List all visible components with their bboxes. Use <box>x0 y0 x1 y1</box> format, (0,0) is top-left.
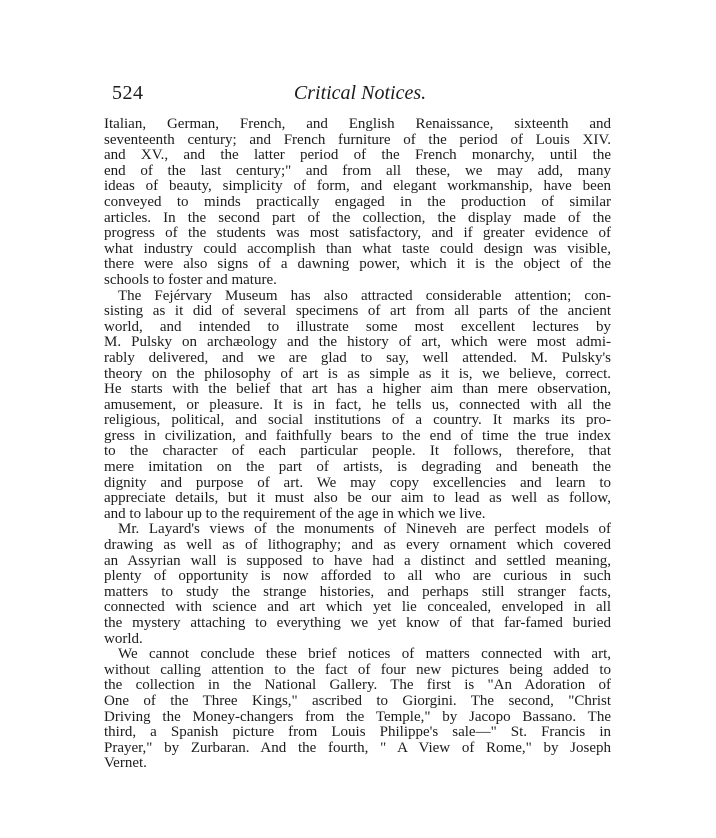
page-number: 524 <box>112 82 144 104</box>
text-line: there were also signs of a dawning power, which it is the object of the <box>104 256 611 273</box>
text-line: to the character of each particular people. It follows, therefore, that <box>104 443 611 460</box>
text-line: The Fejérvary Museum has also attracted considerable attention; con- <box>118 287 611 304</box>
text-line: conveyed to minds practically engaged in the production of similar <box>104 193 611 210</box>
body-text <box>104 117 611 772</box>
text-line: mere imitation on the part of artists, is degrading and beneath the <box>104 459 611 476</box>
text-line: an Assyrian wall is supposed to have had a distinct and settled meaning, <box>104 552 611 569</box>
page-header <box>112 78 608 108</box>
text-line: seventeenth century; and French furniture of the period of Louis XIV. <box>104 131 611 148</box>
text-line: the collection in the National Gallery. The first is "An Adoration of <box>104 677 611 694</box>
text-line: ideas of beauty, simplicity of form, and elegant workmanship, have been <box>104 178 611 195</box>
text-line: without calling attention to the fact of four new pictures being added to <box>104 661 611 678</box>
text-line: dignity and purpose of art. We may copy excellencies and learn to <box>104 474 611 491</box>
text-line: He starts with the belief that art has a higher aim than mere observation, <box>104 381 611 398</box>
text-line: what industry could accomplish than what taste could design was visible, <box>104 240 611 257</box>
text-line: and XV., and the latter period of the French monarchy, until the <box>104 147 611 164</box>
text-line: Driving the Money-changers from the Temple," by Jacopo Bassano. The <box>104 708 611 725</box>
text-line: gress in civilization, and faithfully bears to the end of time the true index <box>104 427 611 444</box>
text-line: appreciate details, but it must also be our aim to lead as well as follow, <box>104 490 611 507</box>
text-line: progress of the students was most satisfactory, and if greater evidence of <box>104 225 611 242</box>
text-line: Mr. Layard's views of the monuments of Nineveh are perfect models of <box>118 521 611 538</box>
text-line: plenty of opportunity is now afforded to all who are curious in such <box>104 568 611 585</box>
text-line: drawing as well as of lithography; and as every ornament which covered <box>104 537 611 554</box>
text-line: sisting as it did of several specimens of art from all parts of the ancient <box>104 303 611 320</box>
text-line: articles. In the second part of the collection, the display made of the <box>104 209 611 226</box>
paragraph-national-gallery <box>104 647 611 772</box>
paragraph-fejervary-museum <box>104 289 611 523</box>
text-line: religious, political, and social institutions of a country. It marks its pro- <box>104 412 611 429</box>
text-line: rably delivered, and we are glad to say, well attended. M. Pulsky's <box>104 349 611 366</box>
text-line: We cannot conclude these brief notices of matters connected with art, <box>118 646 611 663</box>
text-line: amusement, or pleasure. It is in fact, he tells us, connected with all the <box>104 396 611 413</box>
text-line: the mystery attaching to everything we yet know of that far-famed buried <box>104 615 611 631</box>
text-line: matters to study the strange histories, and perhaps still stranger facts, <box>104 583 611 600</box>
text-line: Prayer," by Zurbaran. And the fourth, " A View of Rome," by Joseph <box>104 739 611 756</box>
text-line: M. Pulsky on archæology and the history of art, which were most admi- <box>104 334 611 351</box>
running-head-title: Critical Notices. <box>293 82 427 104</box>
paragraph-layard-nineveh <box>104 522 611 647</box>
text-line: Italian, German, French, and English Renaissance, sixteenth and <box>104 116 611 132</box>
text-line: connected with science and art which yet lie concealed, enveloped in all <box>104 599 611 616</box>
text-line: and to labour up to the requirement of the age in which we live. <box>104 505 486 522</box>
text-line: schools to foster and mature. <box>104 271 277 288</box>
text-line: theory on the philosophy of art is as simple as it is, we believe, correct. <box>104 365 611 382</box>
text-line: third, a Spanish picture from Louis Philippe's sale—" St. Francis in <box>104 724 611 741</box>
text-line: world. <box>104 630 143 647</box>
text-line: world, and intended to illustrate some most excellent lectures by <box>104 318 611 335</box>
text-line: One of the Three Kings," ascribed to Giorgini. The second, "Christ <box>104 692 611 709</box>
paragraph-renaissance-collection <box>104 117 611 289</box>
text-line: Vernet. <box>104 755 147 772</box>
text-line: end of the last century;" and from all these, we may add, many <box>104 162 611 179</box>
